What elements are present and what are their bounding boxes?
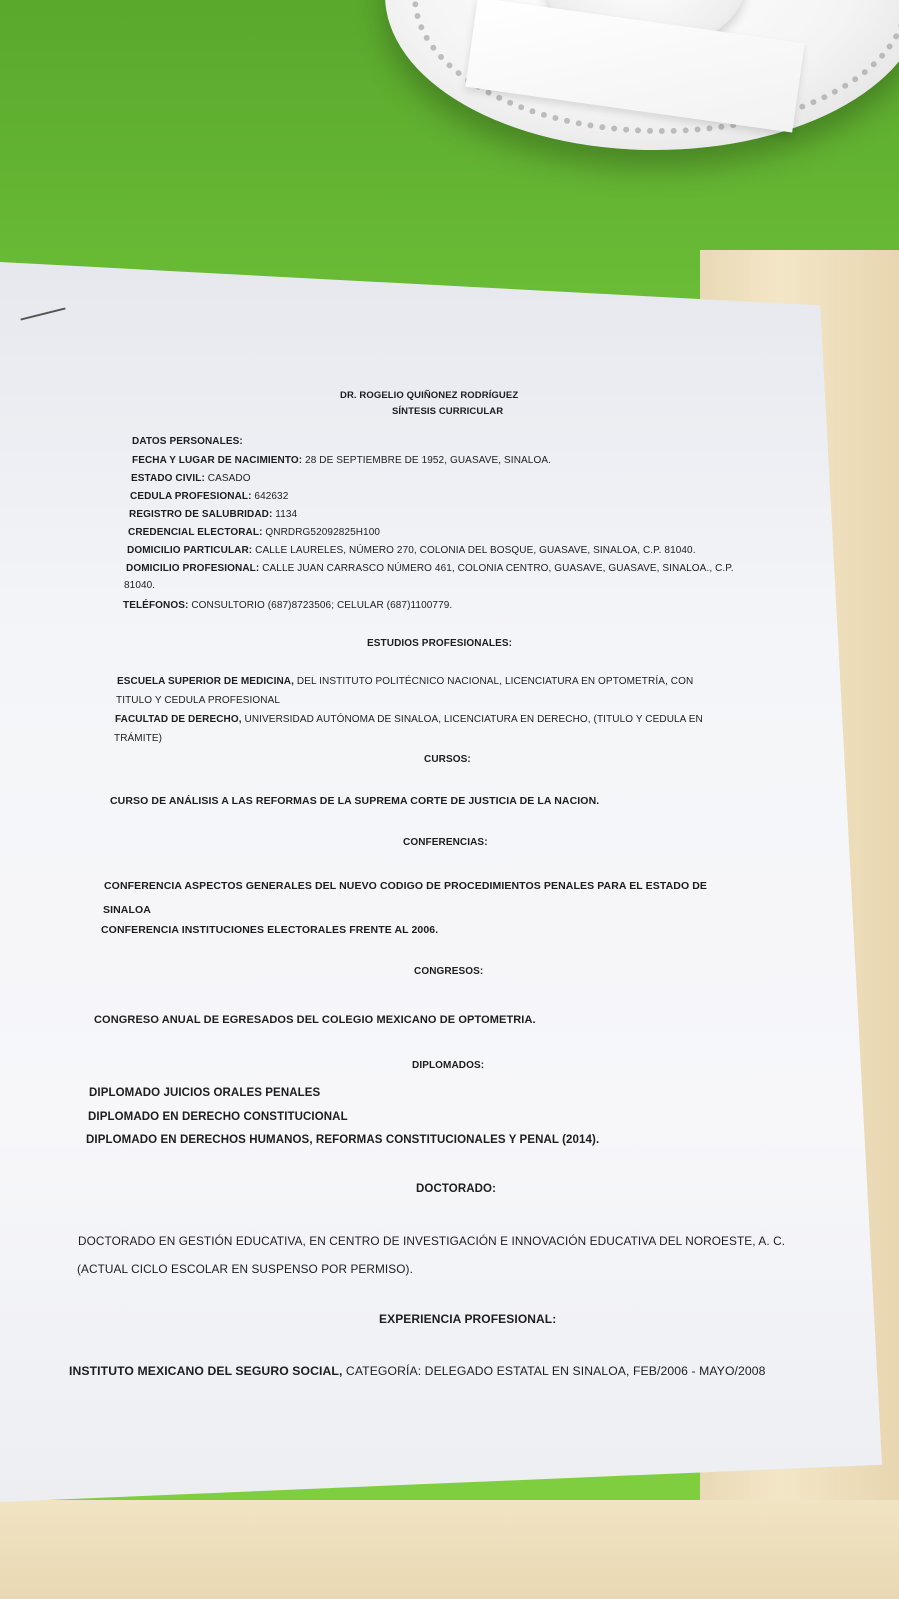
tel-row: [123, 600, 452, 611]
salubridad-value: 1134: [272, 509, 298, 520]
salubridad-label: REGISTRO DE SALUBRIDAD:: [129, 509, 273, 520]
cedula-label: CEDULA PROFESIONAL:: [130, 491, 252, 502]
studies-item-2: [115, 714, 703, 725]
doctorate-item-1: DOCTORADO EN GESTIÓN EDUCATIVA, EN CENTRO DE INVESTIGACIÓN E INNOVACIÓN EDUCATIVA DEL NOROESTE, A. C.: [78, 1234, 786, 1248]
conferences-item-2: CONFERENCIA INSTITUCIONES ELECTORALES FRENTE AL 2006.: [101, 924, 439, 936]
civil-label: ESTADO CIVIL:: [131, 473, 205, 484]
dom-part-label: DOMICILIO PARTICULAR:: [127, 545, 253, 556]
dom-part-value: CALLE LAURELES, NÚMERO 270, COLONIA DEL BOSQUE, GUASAVE, SINALOA, C.P. 81040.: [252, 545, 696, 556]
civil-value: CASADO: [204, 473, 251, 484]
doctorate-item-1-cont: (ACTUAL CICLO ESCOLAR EN SUSPENSO POR PERMISO).: [77, 1262, 413, 1276]
congresses-heading: CONGRESOS:: [414, 966, 484, 977]
credencial-label: CREDENCIAL ELECTORAL:: [128, 527, 263, 538]
birth-row: [132, 455, 551, 466]
courses-item-1: CURSO DE ANÁLISIS A LAS REFORMAS DE LA SUPREMA CORTE DE JUSTICIA DE LA NACION.: [110, 795, 600, 807]
courses-heading: CURSOS:: [424, 754, 471, 765]
birth-value: 28 DE SEPTIEMBRE DE 1952, GUASAVE, SINALOA.: [302, 455, 551, 466]
diplomas-heading: DIPLOMADOS:: [412, 1060, 485, 1071]
dom-prof-value: CALLE JUAN CARRASCO NÚMERO 461, COLONIA CENTRO, GUASAVE, GUASAVE, SINALOA., C.P.: [259, 563, 734, 574]
dom-prof-row-2: 81040.: [124, 580, 156, 591]
studies-item-2-label: FACULTAD DE DERECHO,: [115, 714, 242, 725]
conferences-item-1: CONFERENCIA ASPECTOS GENERALES DEL NUEVO CODIGO DE PROCEDIMIENTOS PENALES PARA EL ESTADO DE: [104, 880, 708, 892]
dom-prof-label: DOMICILIO PROFESIONAL:: [126, 563, 260, 574]
credencial-value: QNRDRG52092825H100: [262, 527, 381, 538]
doc-name: DR. ROGELIO QUIÑONEZ RODRÍGUEZ: [340, 390, 519, 401]
diplomas-item-1: DIPLOMADO JUICIOS ORALES PENALES: [89, 1087, 321, 1099]
salubridad-row: [129, 509, 297, 520]
doc-title: SÍNTESIS CURRICULAR: [392, 406, 504, 417]
cedula-row: [130, 491, 288, 502]
credencial-row: [128, 527, 380, 538]
conferences-heading: CONFERENCIAS:: [403, 837, 488, 848]
tel-label: TELÉFONOS:: [123, 600, 189, 611]
diplomas-item-2: DIPLOMADO EN DERECHO CONSTITUCIONAL: [88, 1111, 348, 1123]
experience-item-1: [69, 1364, 766, 1378]
studies-item-1-value: DEL INSTITUTO POLITÉCNICO NACIONAL, LICENCIATURA EN OPTOMETRÍA, CON: [294, 676, 694, 687]
experience-item-1-value: CATEGORÍA: DELEGADO ESTATAL EN SINALOA, FEB/2006 - MAYO/2008: [342, 1364, 766, 1378]
birth-label: FECHA Y LUGAR DE NACIMIENTO:: [132, 455, 303, 466]
experience-item-1-label: INSTITUTO MEXICANO DEL SEGURO SOCIAL,: [69, 1364, 343, 1378]
studies-item-2-value: UNIVERSIDAD AUTÓNOMA DE SINALOA, LICENCIATURA EN DERECHO, (TITULO Y CEDULA EN: [241, 714, 703, 725]
studies-item-1: [117, 676, 693, 687]
conferences-item-1-cont: SINALOA: [103, 904, 151, 916]
cedula-value: 642632: [251, 491, 289, 502]
experience-heading: EXPERIENCIA PROFESIONAL:: [379, 1312, 557, 1326]
doctorate-heading: DOCTORADO:: [416, 1183, 497, 1195]
diplomas-item-3: DIPLOMADO EN DERECHOS HUMANOS, REFORMAS CONSTITUCIONALES Y PENAL (2014).: [86, 1134, 600, 1146]
tel-value: CONSULTORIO (687)8723506; CELULAR (687)1100779.: [188, 600, 453, 611]
civil-row: [131, 473, 251, 484]
dom-prof-row: [126, 563, 734, 574]
studies-heading: ESTUDIOS PROFESIONALES:: [367, 638, 513, 649]
studies-item-1-cont: TITULO Y CEDULA PROFESIONAL: [116, 695, 281, 706]
studies-item-2-cont: TRÁMITE): [114, 733, 163, 744]
studies-item-1-label: ESCUELA SUPERIOR DE MEDICINA,: [117, 676, 294, 687]
congresses-item-1: CONGRESO ANUAL DE EGRESADOS DEL COLEGIO MEXICANO DE OPTOMETRIA.: [94, 1014, 536, 1026]
dom-part-row: [127, 545, 696, 556]
personal-heading: DATOS PERSONALES:: [132, 436, 243, 447]
